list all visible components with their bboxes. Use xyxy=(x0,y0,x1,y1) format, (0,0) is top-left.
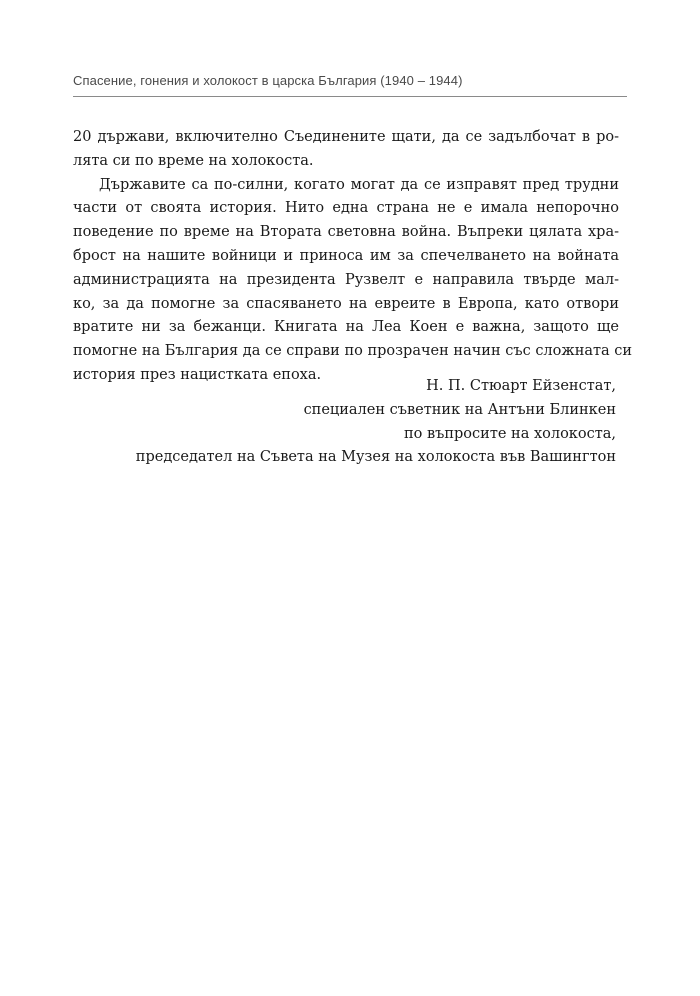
paragraph xyxy=(73,174,633,388)
paragraph xyxy=(73,126,619,174)
text-line: помогне на България да се справи по прозрачен начин със сложната си xyxy=(73,343,633,360)
header-rule xyxy=(73,96,627,97)
running-header: Спасение, гонения и холокост в царска България (1940 – 1944) xyxy=(73,73,463,88)
text-line: вратите ни за бежанци. Книгата на Леа Коен е важна, защото ще xyxy=(73,319,619,336)
signature-block xyxy=(136,375,616,470)
signature-title: специален съветник на Антъни Блинкен xyxy=(303,401,616,418)
text-line: история през нацистката епоха. xyxy=(73,366,322,383)
text-line: лята си по време на холокоста. xyxy=(73,152,314,169)
body-text xyxy=(73,126,633,388)
signature-name: Н. П. Стюарт Ейзенстат, xyxy=(426,378,616,394)
text-line: поведение по време на Втората световна война. Въпреки цялата хра- xyxy=(73,224,619,241)
signature-title: по въпросите на холокоста, xyxy=(403,425,616,442)
text-line: администрацията на президента Рузвелт е направила твърде мал- xyxy=(73,271,619,288)
text-line: 20 държави, включително Съединените щати, да се задълбочат в ро- xyxy=(73,129,619,145)
text-line: части от своята история. Нито една страна не е имала непорочно xyxy=(73,200,619,217)
signature-title: председател на Съвета на Музея на холокоста във Вашингтон xyxy=(135,449,616,466)
text-line: Държавите са по-силни, когато могат да се изправят пред трудни xyxy=(99,176,619,193)
text-line: ко, за да помогне за спасяването на евреите в Европа, като отвори xyxy=(73,295,619,312)
text-line: брост на нашите войници и приноса им за спечелването на войната xyxy=(73,247,619,264)
